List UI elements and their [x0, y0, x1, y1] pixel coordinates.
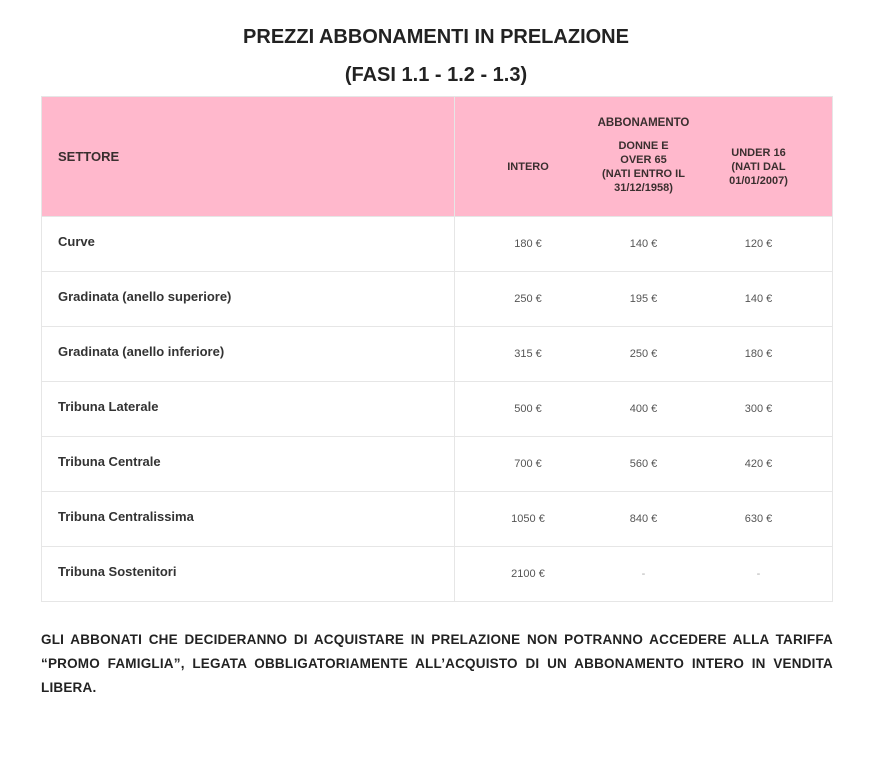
table-row	[42, 492, 833, 547]
row-prices	[455, 437, 833, 492]
price-donne-over65: 250 €	[629, 348, 658, 360]
row-settore: Gradinata (anello superiore)	[42, 272, 455, 327]
price-intero: 2100 €	[511, 568, 545, 580]
row-settore: Tribuna Laterale	[42, 382, 455, 437]
price-under16: 120 €	[744, 238, 773, 250]
row-prices	[455, 272, 833, 327]
price-table	[41, 96, 833, 602]
page-subtitle: (FASI 1.1 - 1.2 - 1.3)	[344, 64, 528, 86]
header-donne-over65: DONNE E OVER 65 (NATI ENTRO IL 31/12/1958)	[602, 140, 685, 194]
header-abbonamento: ABBONAMENTO	[597, 117, 690, 129]
table-row	[42, 382, 833, 437]
price-donne-over65: 400 €	[629, 403, 658, 415]
table-row	[42, 437, 833, 492]
table-row	[42, 217, 833, 272]
price-donne-over65: 560 €	[629, 458, 658, 470]
price-intero: 500 €	[514, 403, 542, 415]
row-prices	[455, 547, 833, 602]
header-abbonamento-group	[455, 97, 833, 217]
table-row	[42, 547, 833, 602]
price-under16: 420 €	[744, 458, 773, 470]
price-under16: 300 €	[744, 403, 773, 415]
price-donne-over65: 140 €	[629, 238, 658, 250]
row-prices	[455, 327, 833, 382]
header-settore: SETTORE	[42, 97, 455, 217]
row-prices	[455, 492, 833, 547]
price-intero: 180 €	[514, 238, 542, 250]
header-intero: INTERO	[507, 161, 549, 173]
row-settore: Tribuna Centrale	[42, 437, 455, 492]
header-under16: UNDER 16 (NATI DAL 01/01/2007)	[729, 147, 788, 187]
price-donne-over65: 840 €	[629, 513, 658, 525]
prelazione-note: GLI ABBONATI CHE DECIDERANNO DI ACQUISTARE IN PRELAZIONE NON POTRANNO ACCEDERE ALLA TARIFFA “PROMO FAMIGLIA”, LEGATA OBBLIGATORIAMENTE ALL’ACQUISTO DI UN ABBONAMENTO INTERO IN VENDITA LIBERA.	[41, 632, 833, 695]
price-intero: 315 €	[514, 348, 542, 360]
price-intero: 1050 €	[511, 513, 545, 525]
row-prices	[455, 382, 833, 437]
price-under16: 630 €	[744, 513, 773, 525]
price-intero: 250 €	[514, 293, 542, 305]
row-settore: Tribuna Sostenitori	[42, 547, 455, 602]
price-under16: 140 €	[744, 293, 773, 305]
price-under16: -	[756, 568, 761, 580]
price-donne-over65: 195 €	[629, 293, 658, 305]
table-row	[42, 272, 833, 327]
row-settore: Gradinata (anello inferiore)	[42, 327, 455, 382]
price-under16: 180 €	[744, 348, 773, 360]
page-title: PREZZI ABBONAMENTI IN PRELAZIONE	[243, 26, 629, 48]
table-row	[42, 327, 833, 382]
price-intero: 700 €	[514, 458, 542, 470]
price-donne-over65: -	[641, 568, 646, 580]
row-settore: Tribuna Centralissima	[42, 492, 455, 547]
row-prices	[455, 217, 833, 272]
row-settore: Curve	[42, 217, 455, 272]
